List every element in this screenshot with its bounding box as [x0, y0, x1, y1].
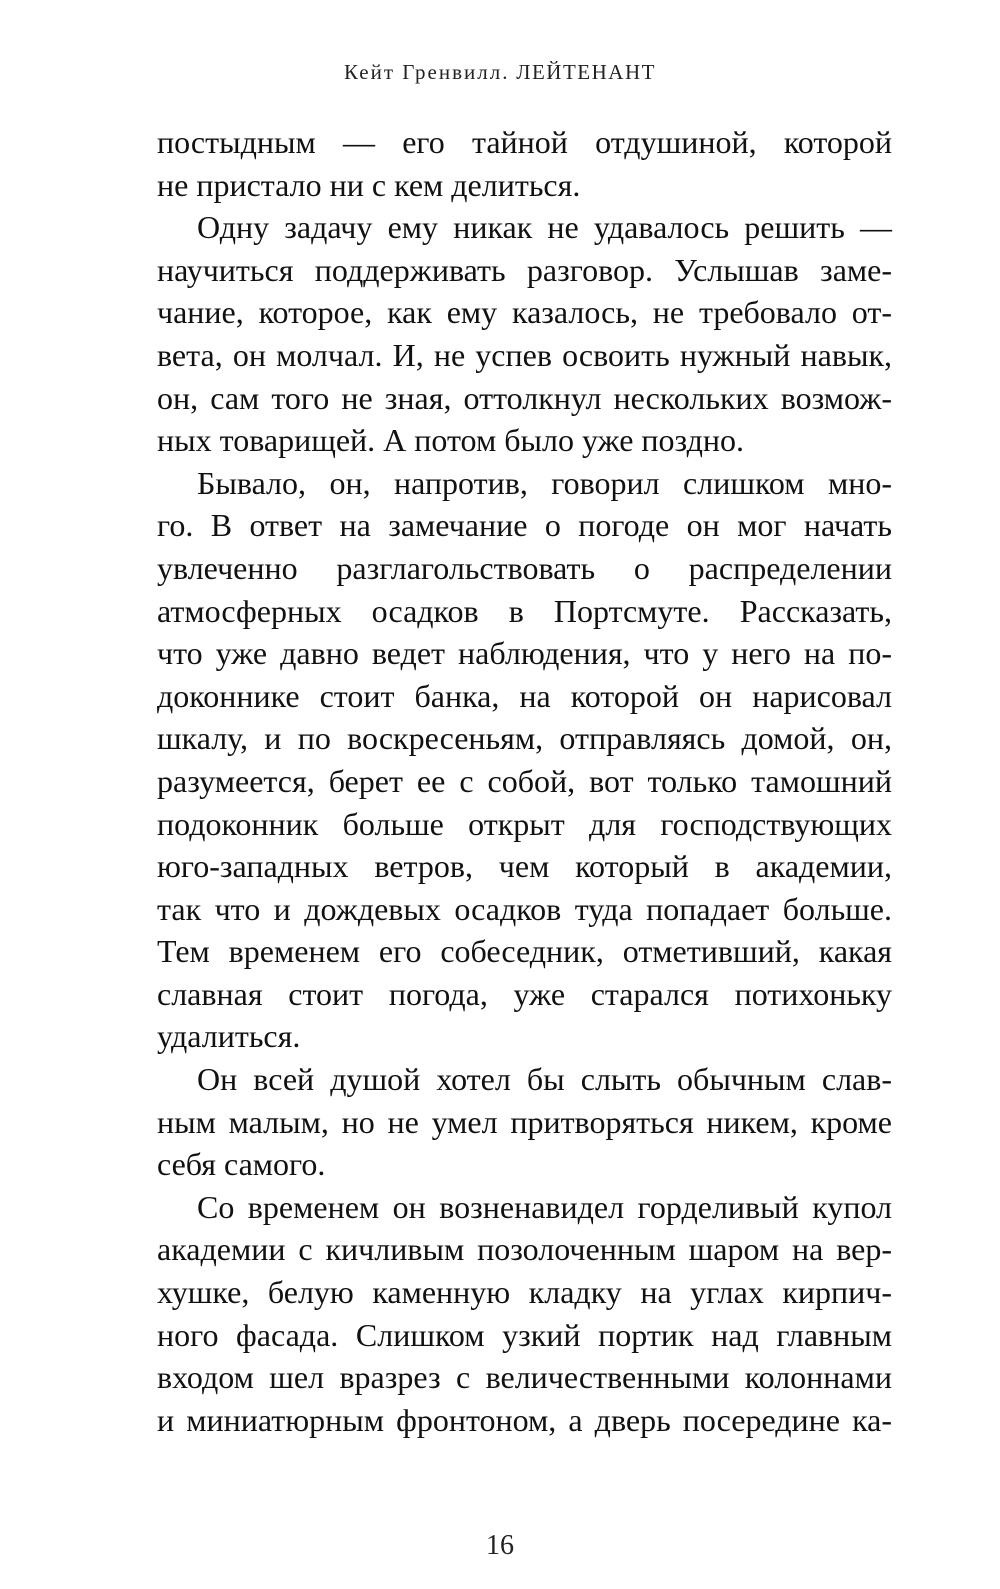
text-line: постыдным — его тайной отдушиной, которой [157, 124, 892, 160]
text-line: чание, которое, как ему казалось, не требовало от- [157, 294, 892, 331]
page-number: 16 [486, 1530, 514, 1561]
text-line: ного фасада. Слишком узкий портик над главным [157, 1316, 892, 1353]
text-line: Бывало, он, напротив, говорил слишком мно- [197, 464, 892, 501]
text-line: Тем временем его собеседник, отметивший, какая [157, 933, 892, 970]
text-line: го. В ответ на замечание о погоде он мог начать [157, 507, 892, 544]
text-line: удалиться. [157, 1018, 301, 1055]
text-line: шкалу, и по воскресеньям, отправляясь домой, он, [157, 720, 892, 757]
text-line: себя самого. [157, 1146, 326, 1183]
text-line: входом шел вразрез с величественными колоннами [157, 1359, 892, 1396]
text-line: юго-западных ветров, чем который в академии, [157, 848, 892, 885]
text-line: он, сам того не зная, оттолкнул нескольких возмож- [157, 379, 892, 416]
text-line: подоконник больше открыт для господствующих [157, 805, 892, 842]
text-line: хушке, белую каменную кладку на углах кирпич- [157, 1274, 892, 1311]
body-text [157, 121, 892, 1441]
text-line: научиться поддерживать разговор. Услышав заме- [157, 251, 892, 288]
text-line: славная стоит погода, уже старался потихоньку [157, 975, 892, 1012]
text-line: ным малым, но не умел притворяться никем, кроме [157, 1103, 892, 1140]
text-line: вета, он молчал. И, не успев освоить нужный навык, [157, 336, 892, 373]
header-title: ЛЕЙТЕНАНТ [516, 60, 656, 84]
text-line: не пристало ни с кем делиться. [157, 166, 581, 203]
text-line: Одну задачу ему никак не удавалось решить — [197, 209, 892, 246]
text-line: Он всей душой хотел бы слыть обычным слав- [197, 1061, 892, 1098]
text-line: ных товарищей. А потом было уже поздно. [157, 422, 744, 459]
text-line: увлеченно разглагольствовать о распределении [157, 549, 892, 586]
text-line: разумеется, берет ее с собой, вот только тамошний [157, 762, 892, 799]
text-line: Со временем он возненавидел горделивый купол [197, 1188, 892, 1225]
text-line: так что и дождевых осадков туда попадает больше. [157, 890, 892, 927]
header-author: Кейт Гренвилл. [344, 60, 510, 84]
text-line: и миниатюрным фронтоном, а дверь посередине ка- [157, 1401, 892, 1438]
text-line: доконнике стоит банка, на которой он нарисовал [157, 677, 892, 714]
text-line: что уже давно ведет наблюдения, что у него на по- [157, 635, 892, 672]
running-head [0, 60, 1000, 85]
text-line: академии с кичливым позолоченным шаром на вер- [157, 1231, 892, 1268]
text-line: атмосферных осадков в Портсмуте. Рассказать, [157, 592, 892, 629]
